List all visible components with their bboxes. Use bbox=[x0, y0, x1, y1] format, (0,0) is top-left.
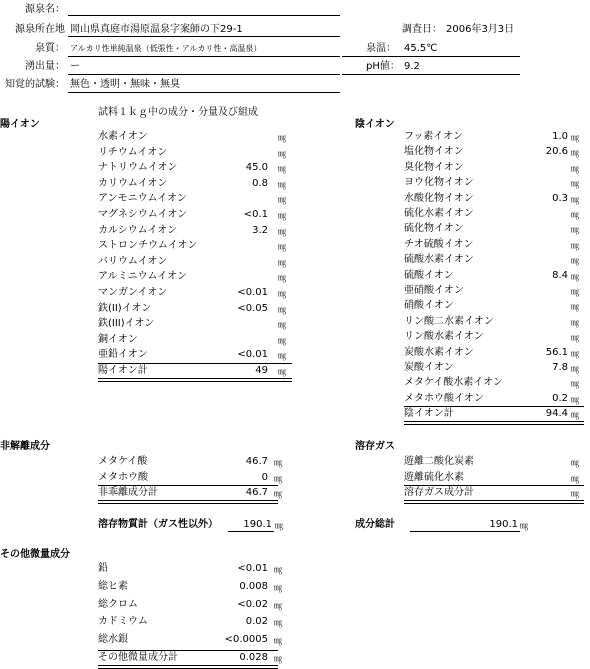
cation-total-double-line bbox=[98, 378, 292, 382]
anion-unit: ㎎ bbox=[571, 348, 579, 358]
cation-name: 亜鉛イオン bbox=[98, 349, 148, 361]
dissolved-total-value: 190.1 bbox=[243, 519, 272, 530]
nondiss-separator-line bbox=[98, 485, 278, 486]
sensory-underline bbox=[68, 92, 340, 93]
nondiss-total-double-line bbox=[98, 500, 278, 504]
anion-name: メタホウ酸イオン bbox=[404, 392, 484, 404]
anion-name: 亜硝酸イオン bbox=[404, 285, 464, 296]
trace-separator-line bbox=[98, 650, 278, 651]
spring-quality-underline bbox=[68, 56, 340, 57]
trace-total-unit: ㎎ bbox=[274, 654, 282, 663]
cation-value: <0.01 bbox=[237, 349, 268, 361]
trace-unit: ㎎ bbox=[274, 600, 282, 610]
anions-heading: 陰イオン bbox=[355, 119, 395, 130]
trace-unit: ㎎ bbox=[274, 582, 282, 592]
trace-unit: ㎎ bbox=[274, 618, 282, 628]
anion-unit: ㎎ bbox=[571, 271, 579, 281]
gas-unit: ㎎ bbox=[571, 473, 579, 483]
anion-unit: ㎎ bbox=[571, 317, 579, 327]
component-total-label: 成分総計 bbox=[355, 519, 395, 530]
trace-name: 総水銀 bbox=[98, 634, 128, 646]
dissolved-gas-heading: 溶存ガス bbox=[355, 441, 395, 452]
anion-name: フッ素イオン bbox=[404, 131, 463, 142]
anion-total-value: 94.4 bbox=[545, 408, 568, 420]
cation-unit: ㎎ bbox=[278, 164, 286, 174]
gas-total-unit: ㎎ bbox=[571, 489, 579, 498]
nondissociated-heading: 非解離成分 bbox=[0, 441, 50, 452]
nondiss-name: メタケイ酸 bbox=[98, 456, 148, 467]
anion-unit: ㎎ bbox=[571, 333, 579, 343]
anion-name: チオ硫酸イオン bbox=[404, 238, 474, 250]
anion-total-label: 陰イオン計 bbox=[404, 408, 454, 420]
cation-name: 銅イオン bbox=[98, 333, 138, 345]
trace-unit: ㎎ bbox=[274, 636, 282, 646]
cation-name: ストロンチウムイオン bbox=[98, 240, 198, 252]
gas-unit: ㎎ bbox=[571, 458, 579, 467]
anion-value: 0.2 bbox=[552, 392, 568, 404]
trace-total-value: 0.028 bbox=[239, 652, 268, 663]
anion-unit: ㎎ bbox=[571, 240, 579, 250]
anion-name: 炭酸水素イオン bbox=[404, 346, 474, 358]
cation-unit: ㎎ bbox=[278, 335, 286, 345]
cation-value: 0.8 bbox=[252, 177, 268, 189]
sample-title: 試料１ｋｇ中の成分・分量及び組成 bbox=[98, 107, 258, 118]
trace-total-label: その他微量成分計 bbox=[98, 652, 178, 663]
anion-name: メタケイ酸水素イオン bbox=[404, 377, 503, 389]
gas-name: 遊離硫化水素 bbox=[404, 471, 464, 483]
trace-value: <0.02 bbox=[237, 598, 268, 610]
anion-name: 硫酸イオン bbox=[404, 269, 454, 281]
dissolved-total-underline bbox=[228, 531, 274, 532]
anion-value: 8.4 bbox=[552, 269, 568, 281]
anion-name: リン酸水素イオン bbox=[404, 331, 484, 343]
cation-name: カリウムイオン bbox=[98, 177, 168, 189]
trace-name: 総ヒ素 bbox=[98, 580, 128, 592]
anion-unit: ㎎ bbox=[571, 179, 579, 189]
anion-total-unit: ㎎ bbox=[571, 410, 579, 420]
anion-name: 硫酸水素イオン bbox=[404, 254, 474, 266]
cation-name: アルミニウムイオン bbox=[98, 271, 187, 283]
component-total-value: 190.1 bbox=[489, 519, 518, 530]
cation-name: カルシウムイオン bbox=[98, 224, 178, 236]
location-label: 源泉所在地 bbox=[15, 24, 65, 35]
flow-label: 湧出量： bbox=[25, 61, 65, 72]
anion-unit: ㎎ bbox=[571, 287, 579, 296]
trace-unit: ㎎ bbox=[274, 565, 282, 574]
nondiss-unit: ㎎ bbox=[274, 473, 282, 483]
location-underline bbox=[68, 36, 340, 37]
anion-name: 臭化物イオン bbox=[404, 161, 464, 173]
gas-total-double-line bbox=[404, 500, 584, 504]
cation-total-label: 陽イオン計 bbox=[98, 365, 148, 376]
cation-unit: ㎎ bbox=[278, 195, 286, 205]
anion-unit: ㎎ bbox=[571, 225, 579, 235]
cation-value: 3.2 bbox=[252, 224, 268, 236]
anion-value: 1.0 bbox=[552, 131, 568, 142]
gas-name: 遊離二酸化炭素 bbox=[404, 456, 474, 467]
nondiss-unit: ㎎ bbox=[274, 458, 282, 467]
trace-value: 0.02 bbox=[245, 616, 268, 628]
sensory-label: 知覚的試験： bbox=[5, 79, 65, 90]
anion-unit: ㎎ bbox=[571, 302, 579, 312]
nondiss-total-label: 非乖離成分計 bbox=[98, 487, 158, 498]
cation-value: <0.05 bbox=[237, 302, 268, 314]
anion-name: リン酸二水素イオン bbox=[404, 315, 494, 327]
spring-temp-label: 泉温： bbox=[366, 43, 396, 54]
anion-total-double-line bbox=[404, 421, 584, 425]
trace-heading: その他微量成分 bbox=[0, 549, 70, 560]
anion-value: 20.6 bbox=[545, 146, 568, 158]
trace-name: 鉛 bbox=[98, 563, 108, 574]
trace-value: <0.01 bbox=[237, 563, 268, 574]
cation-unit: ㎎ bbox=[278, 211, 286, 220]
cation-value: 45.0 bbox=[245, 162, 268, 174]
location-value: 岡山県真庭市湯原温泉字案師の下29-1 bbox=[70, 24, 243, 35]
anion-unit: ㎎ bbox=[571, 194, 579, 204]
anion-unit: ㎎ bbox=[571, 379, 579, 389]
cation-unit: ㎎ bbox=[278, 257, 286, 267]
component-total-unit: ㎎ bbox=[520, 521, 528, 530]
cation-unit: ㎎ bbox=[278, 289, 286, 298]
anion-unit: ㎎ bbox=[571, 133, 579, 142]
cation-name: 鉄(II)イオン bbox=[98, 302, 152, 314]
gas-separator-line bbox=[404, 485, 584, 486]
cation-unit: ㎎ bbox=[278, 242, 286, 252]
cation-total-unit: ㎎ bbox=[278, 367, 286, 376]
cation-value: <0.01 bbox=[237, 287, 268, 298]
anion-unit: ㎎ bbox=[571, 364, 579, 373]
cation-name: マグネシウムイオン bbox=[98, 209, 188, 220]
cation-unit: ㎎ bbox=[278, 304, 286, 314]
cation-unit: ㎎ bbox=[278, 273, 286, 283]
survey-date-label: 調査日： bbox=[402, 24, 442, 35]
trace-name: 総クロム bbox=[98, 598, 138, 610]
cation-unit: ㎎ bbox=[278, 351, 286, 361]
ph-value: 9.2 bbox=[404, 61, 420, 72]
nondiss-name: メタホウ酸 bbox=[98, 471, 148, 483]
spring-temp-value: 45.5℃ bbox=[404, 43, 438, 54]
cation-name: 鉄(III)イオン bbox=[98, 318, 155, 330]
cation-name: 水素イオン bbox=[98, 131, 148, 142]
anion-unit: ㎎ bbox=[571, 210, 579, 219]
component-total-underline bbox=[410, 531, 520, 532]
cation-name: ナトリウムイオン bbox=[98, 162, 178, 174]
cations-heading: 陽イオン bbox=[0, 119, 40, 130]
cation-unit: ㎎ bbox=[278, 320, 286, 330]
anion-name: 硝酸イオン bbox=[404, 300, 454, 312]
trace-value: 0.008 bbox=[239, 580, 268, 592]
cation-unit: ㎎ bbox=[278, 148, 286, 158]
ph-label: pH値： bbox=[366, 61, 400, 72]
anion-unit: ㎎ bbox=[571, 148, 579, 158]
nondiss-value: 46.7 bbox=[245, 456, 268, 467]
anion-name: 硫化水素イオン bbox=[404, 208, 474, 219]
nondiss-total-unit: ㎎ bbox=[274, 489, 282, 498]
anion-name: 塩化物イオン bbox=[404, 146, 464, 158]
anion-unit: ㎎ bbox=[571, 256, 579, 266]
cation-unit: ㎎ bbox=[278, 133, 286, 142]
spring-name-label: 源泉名： bbox=[25, 4, 65, 15]
cation-total-value: 49 bbox=[255, 365, 268, 376]
anion-name: 硫化物イオン bbox=[404, 223, 464, 235]
cation-name: マンガンイオン bbox=[98, 287, 168, 298]
nondiss-value: 0 bbox=[261, 471, 268, 483]
nondiss-total-value: 46.7 bbox=[245, 487, 268, 498]
spring-quality-label: 泉質： bbox=[35, 43, 65, 54]
trace-value: <0.0005 bbox=[224, 634, 268, 646]
anion-name: ヨウ化物イオン bbox=[404, 177, 474, 189]
gas-total-label: 溶存ガス成分計 bbox=[404, 487, 474, 498]
anion-name: 水酸化物イオン bbox=[404, 192, 474, 204]
cation-unit: ㎎ bbox=[278, 226, 286, 236]
dissolved-total-label: 溶存物質計（ガス性以外） bbox=[98, 519, 218, 530]
trace-name: カドミウム bbox=[98, 616, 148, 628]
anion-value: 7.8 bbox=[552, 362, 568, 373]
spring-quality-value: アルカリ性単純温泉（低張性・アルカリ性・高温泉） bbox=[70, 44, 262, 53]
anion-unit: ㎎ bbox=[571, 394, 579, 404]
flow-underline bbox=[68, 74, 340, 75]
sensory-value: 無色・透明・無味・無臭 bbox=[70, 79, 180, 90]
survey-date-value: 2006年3月3日 bbox=[446, 24, 515, 35]
cation-value: <0.1 bbox=[243, 209, 268, 220]
spring-temp-underline bbox=[342, 56, 520, 57]
anion-unit: ㎎ bbox=[571, 163, 579, 173]
spring-name-underline bbox=[68, 15, 340, 16]
trace-total-double-line bbox=[98, 665, 278, 669]
cation-name: アンモニウムイオン bbox=[98, 193, 187, 205]
ph-underline bbox=[342, 74, 520, 75]
flow-value: ー bbox=[70, 61, 80, 72]
anion-name: 炭酸イオン bbox=[404, 362, 454, 373]
anion-value: 0.3 bbox=[552, 192, 568, 204]
cation-name: リチウムイオン bbox=[98, 146, 168, 158]
cation-name: バリウムイオン bbox=[98, 255, 168, 267]
dissolved-total-unit: ㎎ bbox=[275, 521, 283, 530]
cation-separator-line bbox=[98, 363, 292, 364]
cation-unit: ㎎ bbox=[278, 179, 286, 189]
anion-value: 56.1 bbox=[545, 346, 568, 358]
